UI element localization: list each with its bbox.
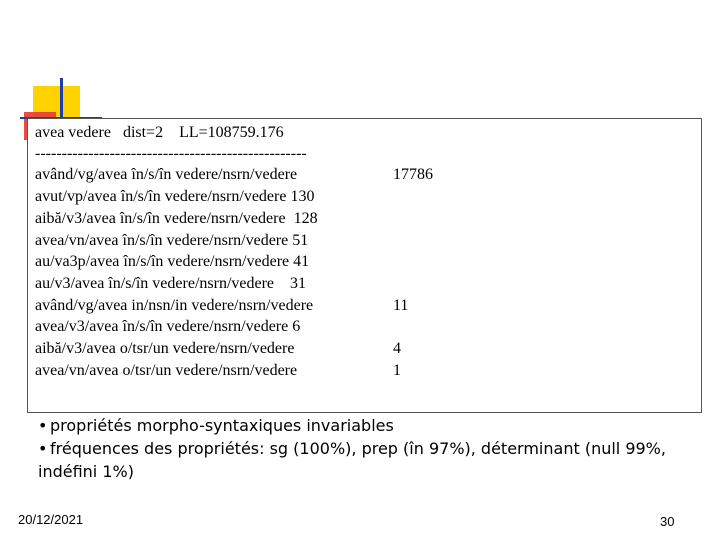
- notes-list: [38, 414, 678, 483]
- footer-date: 20/12/2021: [18, 512, 84, 527]
- row-count: 17786: [393, 166, 433, 183]
- row-pattern: având/vg/avea in/nsn/in vedere/nsrn/vedere: [35, 297, 314, 314]
- row-pattern: având/vg/avea în/s/în vedere/nsrn/vedere: [35, 166, 298, 183]
- bullet-icon: •: [38, 416, 48, 435]
- collocation-header: avea vedere dist=2 LL=108759.176: [35, 124, 284, 141]
- bullet-icon: •: [38, 439, 48, 458]
- row-pattern: au/v3/avea în/s/în vedere/nsrn/vedere 31: [35, 275, 307, 292]
- row-count: 4: [393, 340, 401, 357]
- row-pattern: avea/vn/avea o/tsr/un vedere/nsrn/vedere: [35, 362, 298, 379]
- note-text: fréquences des propriétés: sg (100%), prep (în 97%), déterminant (null 99%, indéfini 1%): [38, 439, 666, 481]
- note-item: [38, 437, 678, 483]
- row-pattern: aibă/v3/avea o/tsr/un vedere/nsrn/vedere: [35, 340, 295, 357]
- row-pattern: au/va3p/avea în/s/în vedere/nsrn/vedere 41: [35, 253, 310, 270]
- note-item: [38, 414, 678, 437]
- page-number: 30: [660, 514, 675, 529]
- row-pattern: avut/vp/avea în/s/în vedere/nsrn/vedere 130: [35, 188, 315, 205]
- row-pattern: avea/vn/avea în/s/în vedere/nsrn/vedere 51: [35, 232, 309, 249]
- concordance-panel: [27, 118, 702, 413]
- separator-line: ---------------------------------------------------: [35, 145, 307, 162]
- note-text: propriétés morpho-syntaxiques invariables: [50, 416, 394, 435]
- row-pattern: aibă/v3/avea în/s/în vedere/nsrn/vedere 128: [35, 210, 318, 227]
- row-count: 11: [393, 297, 409, 314]
- row-pattern: avea/v3/avea în/s/în vedere/nsrn/vedere 6: [35, 318, 301, 335]
- row-count: 1: [393, 362, 401, 379]
